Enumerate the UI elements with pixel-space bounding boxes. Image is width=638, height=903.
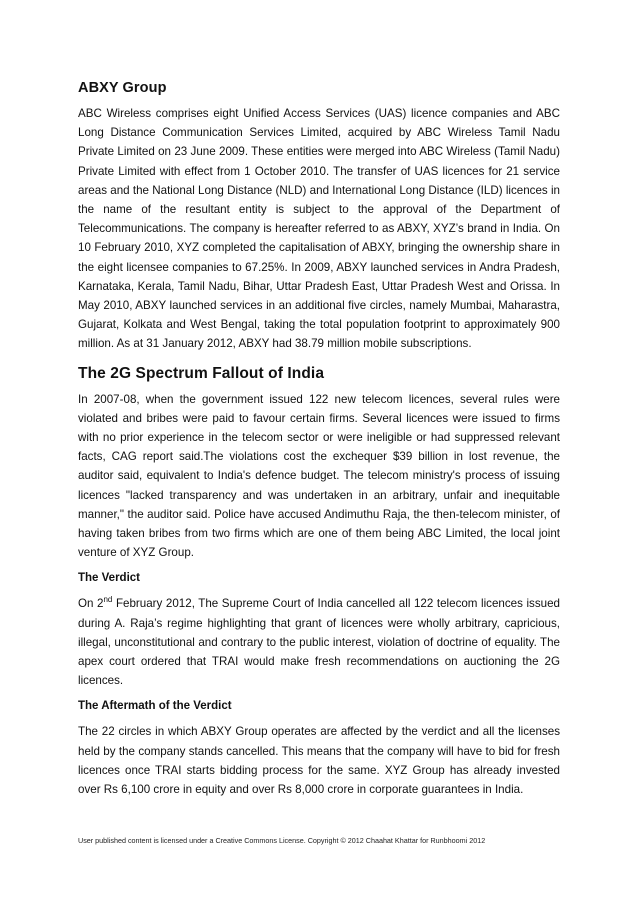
verdict-paragraph-start: On 2 <box>78 597 104 611</box>
ordinal-suffix: nd <box>103 595 113 605</box>
subheading-aftermath: The Aftermath of the Verdict <box>78 700 232 713</box>
section-title-abxy-group: ABXY Group <box>78 80 167 96</box>
verdict-paragraph <box>78 594 560 690</box>
aftermath-paragraph: The 22 circles in which ABXY Group operates are affected by the verdict and all the licenses held by the company stands cancelled. This means that the company will have to bid for fresh licences once TRAI starts bidding process for the same. XYZ Group has already invested over Rs 6,100 crore in equity and over Rs 8,000 crore in corporate guarantees in India. <box>78 725 560 797</box>
section-title-2g-spectrum: The 2G Spectrum Fallout of India <box>78 364 325 382</box>
verdict-paragraph-rest: February 2012, The Supreme Court of India cancelled all 122 telecom licences issued during A. Raja’s regime highlighting that grant of licences were wholly arbitrary, capricious, illegal, unconstitutional and contrary to the public interest, violation of doctrine of equality. The apex court ordered that TRAI would make fresh recommendations on auctioning the 2G licences. <box>78 597 560 688</box>
abxy-group-paragraph: ABC Wireless comprises eight Unified Access Services (UAS) licence companies and ABC Long Distance Communication Services Limited, acquired by ABC Wireless Tamil Nadu Private Limited on 23 June 2009. These entities were merged into ABC Wireless (Tamil Nadu) Private Limited with effect from 1 October 2010. The transfer of UAS licences for 21 service areas and the National Long Distance (NLD) and International Long Distance (ILD) licences in the name of the resultant entity is subject to the approval of the Department of Telecommunications. The company is hereafter referred to as ABXY, XYZ’s brand in India. On 10 February 2010, XYZ completed the capitalisation of ABXY, bringing the ownership share in the eight licensee companies to 67.25%. In 2009, ABXY launched services in Andra Pradesh, Karnataka, Kerala, Tamil Nadu, Bihar, Uttar Pradesh East, Uttar Pradesh West and Orissa. In May 2010, ABXY launched services in an additional five circles, namely Mumbai, Maharastra, Gujarat, Kolkata and West Bengal, taking the total population footprint to approximately 900 million. As at 31 January 2012, ABXY had 38.79 million mobile subscriptions. <box>78 107 560 351</box>
2g-spectrum-paragraph: In 2007-08, when the government issued 122 new telecom licences, several rules were violated and bribes were paid to favour certain firms. Several licences were issued to firms with no prior experience in the telecom sector or were ineligible or had suppressed relevant facts, CAG report said.The violations cost the exchequer $39 billion in lost revenue, the auditor said, equivalent to India's defence budget. The telecom ministry's process of issuing licences "lacked transparency and was undertaken in an arbitrary, unfair and inequitable manner," the auditor said. Police have accused Andimuthu Raja, the then-telecom minister, of having taken bribes from two firms which are one of them being ABC Limited, the local joint venture of XYZ Group. <box>78 392 560 560</box>
subheading-the-verdict: The Verdict <box>78 572 140 585</box>
license-footer: User published content is licensed under a Creative Commons License. Copyright © 2012 Chaahat Khattar for Runbhoomi 2012 <box>78 836 486 845</box>
document-body <box>78 78 560 807</box>
